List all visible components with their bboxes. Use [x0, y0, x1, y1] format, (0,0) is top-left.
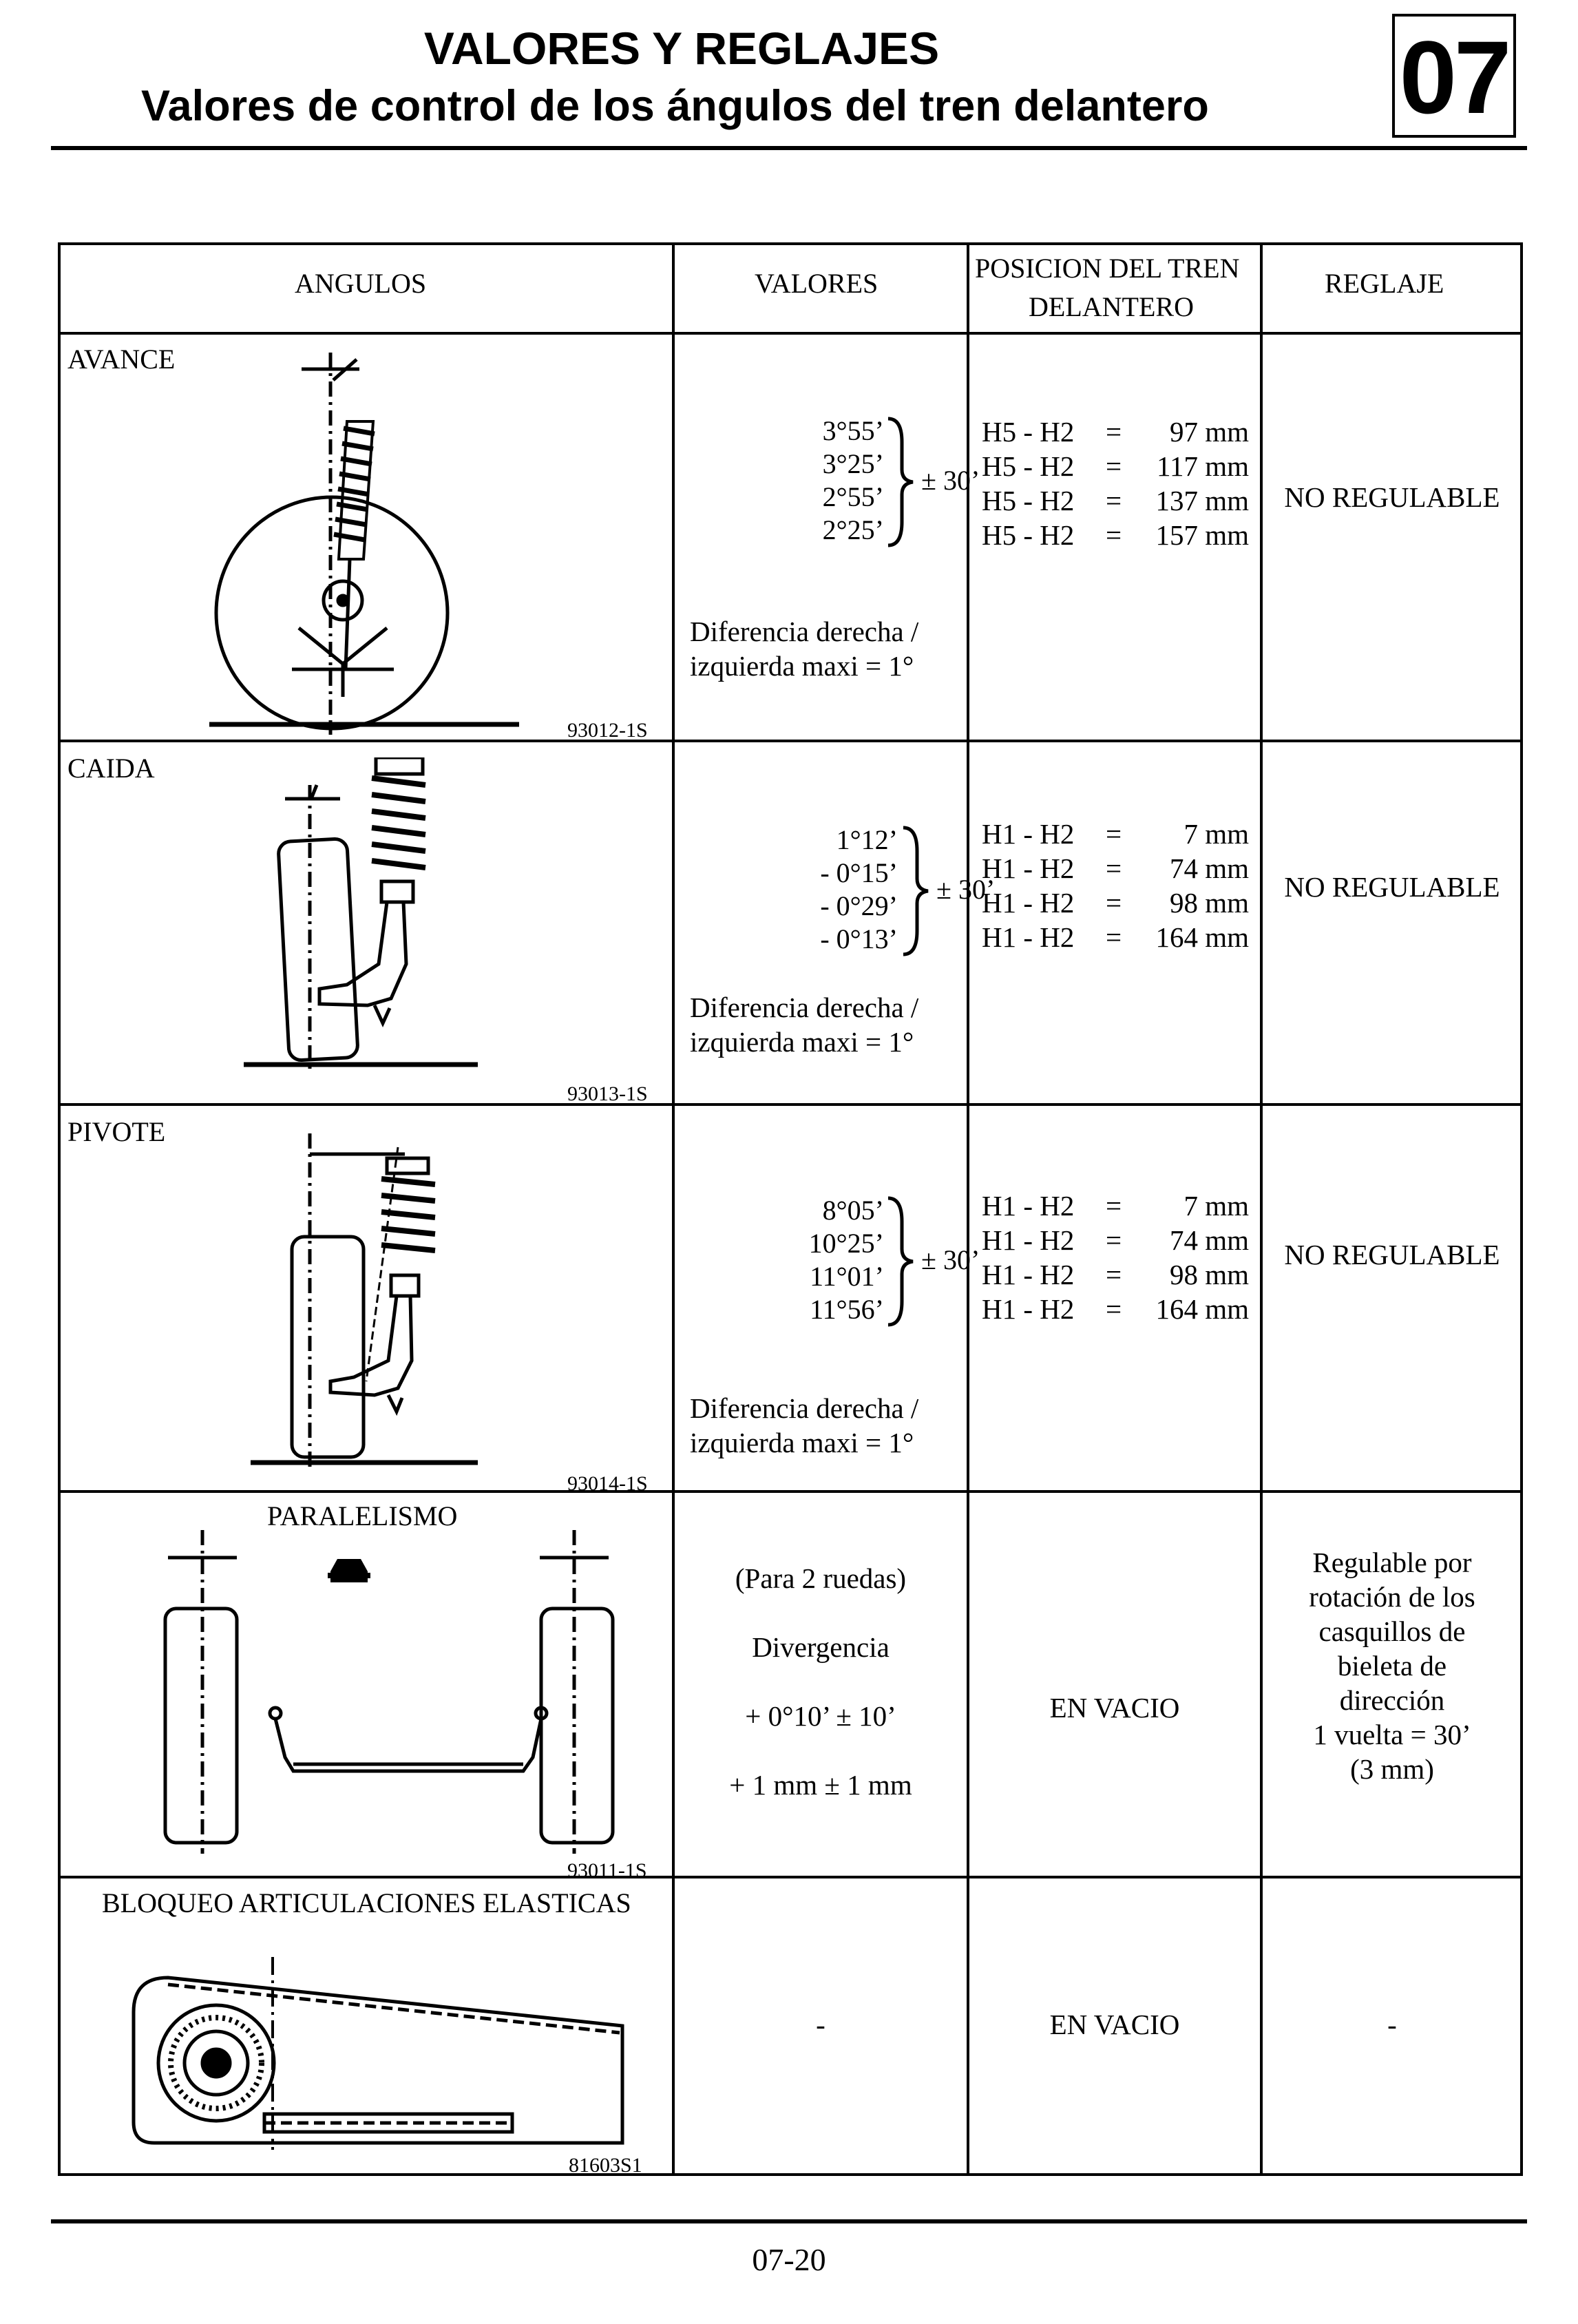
tolerance: ± 30’: [921, 465, 980, 496]
page-title: VALORES Y REGLAJES: [423, 23, 940, 74]
adjustment-value: -: [1387, 2009, 1397, 2040]
header-angles: ANGULOS: [295, 268, 427, 299]
spec-table: [58, 242, 1523, 2176]
adjustment-value: [1261, 1545, 1523, 1786]
figure-code: 93011-1S: [567, 1859, 647, 1882]
adjustment-line: casquillos de: [1318, 1615, 1466, 1647]
position-row: H1 - H2 = 74 mm: [982, 1224, 1249, 1256]
position-row: H1 - H2 = 98 mm: [982, 887, 1249, 919]
position-row: H5 - H2 = 117 mm: [982, 450, 1249, 482]
adjustment-line: dirección: [1339, 1684, 1445, 1716]
adjustment-value: NO REGULABLE: [1284, 871, 1500, 903]
value-item: - 0°15’: [820, 857, 898, 888]
adjustment-line: (3 mm): [1350, 1753, 1434, 1785]
row-label-bloqueo: BLOQUEO ARTICULACIONES ELASTICAS: [102, 1887, 631, 1918]
value-item: 3°55’: [822, 415, 884, 446]
difference-line: izquierda maxi = 1°: [690, 1026, 914, 1058]
position-row: H1 - H2 = 164 mm: [982, 1293, 1249, 1325]
difference-note: [690, 1391, 918, 1460]
difference-line: Diferencia derecha /: [690, 992, 919, 1023]
value-item: 2°25’: [822, 514, 884, 545]
difference-line: izquierda maxi = 1°: [690, 650, 914, 682]
adjustment-line: bieleta de: [1337, 1650, 1447, 1682]
row-label-paralelismo: PARALELISMO: [267, 1500, 458, 1531]
position-row: H1 - H2 = 7 mm: [982, 818, 1249, 850]
difference-note: [690, 614, 918, 683]
figure-code: 93013-1S: [567, 1082, 648, 1105]
page-number: 07-20: [752, 2242, 826, 2277]
value-item: 11°01’: [810, 1261, 884, 1292]
brace-icon: [884, 415, 918, 549]
camber-diagram: [244, 757, 560, 1081]
difference-line: izquierda maxi = 1°: [690, 1427, 914, 1458]
difference-line: Diferencia derecha /: [690, 616, 919, 647]
footer-rule: [51, 2219, 1527, 2223]
header-values: VALORES: [755, 268, 879, 299]
value-item: 10°25’: [808, 1228, 884, 1259]
difference-line: Diferencia derecha /: [690, 1392, 919, 1424]
position-value: EN VACIO: [1049, 1692, 1180, 1724]
value-item: 11°56’: [810, 1294, 884, 1325]
value-list: [760, 824, 898, 956]
header-adjustment: REGLAJE: [1325, 268, 1444, 299]
adjustment-line: Regulable por: [1312, 1547, 1472, 1578]
kingpin-diagram: [251, 1133, 554, 1478]
row-label-avance: AVANCE: [67, 344, 176, 375]
value-list: [774, 415, 884, 547]
brace-icon: [899, 824, 934, 959]
brace-icon: [884, 1194, 918, 1329]
adjustment-value: NO REGULABLE: [1284, 1239, 1500, 1270]
position-row: H1 - H2 = 164 mm: [982, 921, 1249, 953]
row-label-caida: CAIDA: [67, 753, 155, 784]
elastic-joint-diagram: [127, 1957, 636, 2164]
value-item: 8°05’: [822, 1195, 884, 1226]
position-row: H1 - H2 = 98 mm: [982, 1259, 1249, 1290]
value-item: -: [816, 2009, 825, 2040]
position-list: [982, 415, 1249, 552]
toe-diagram: [120, 1530, 664, 1867]
caster-diagram: [202, 353, 560, 735]
value-item: - 0°29’: [820, 890, 898, 921]
page-subtitle: Valores de control de los ángulos del tren delantero: [141, 82, 1209, 130]
position-row: H5 - H2 = 157 mm: [982, 519, 1249, 551]
value-item: + 0°10’ ± 10’: [745, 1700, 896, 1732]
adjustment-line: 1 vuelta = 30’: [1313, 1719, 1471, 1750]
figure-code: 93014-1S: [567, 1472, 648, 1495]
position-list: [982, 1189, 1249, 1326]
figure-code: 81603S1: [569, 2154, 642, 2177]
value-item: + 1 mm ± 1 mm: [729, 1769, 912, 1801]
value-item: 1°12’: [836, 824, 898, 855]
figure-code: 93012-1S: [567, 719, 648, 742]
position-row: H1 - H2 = 74 mm: [982, 852, 1249, 884]
position-value: EN VACIO: [1049, 2009, 1180, 2040]
tolerance: ± 30’: [921, 1244, 980, 1275]
header-position-line2: DELANTERO: [1029, 291, 1194, 322]
position-row: H5 - H2 = 137 mm: [982, 485, 1249, 516]
adjustment-line: rotación de los: [1309, 1581, 1475, 1613]
value-item: Divergencia: [752, 1631, 890, 1663]
header-rule: [51, 146, 1527, 150]
difference-note: [690, 990, 918, 1059]
value-item: 3°25’: [822, 448, 884, 479]
row-label-pivote: PIVOTE: [67, 1116, 166, 1147]
position-row: H5 - H2 = 97 mm: [982, 416, 1249, 448]
adjustment-value: NO REGULABLE: [1284, 481, 1500, 513]
value-item: (Para 2 ruedas): [735, 1562, 907, 1594]
chapter-number-box: 07: [1392, 14, 1516, 138]
position-row: H1 - H2 = 7 mm: [982, 1190, 1249, 1222]
tolerance: ± 30’: [936, 874, 996, 905]
position-list: [982, 817, 1249, 954]
header-position-line1: POSICION DEL TREN: [975, 253, 1240, 284]
value-item: 2°55’: [822, 481, 884, 512]
value-item: - 0°13’: [820, 923, 898, 954]
value-list: [746, 1194, 884, 1326]
